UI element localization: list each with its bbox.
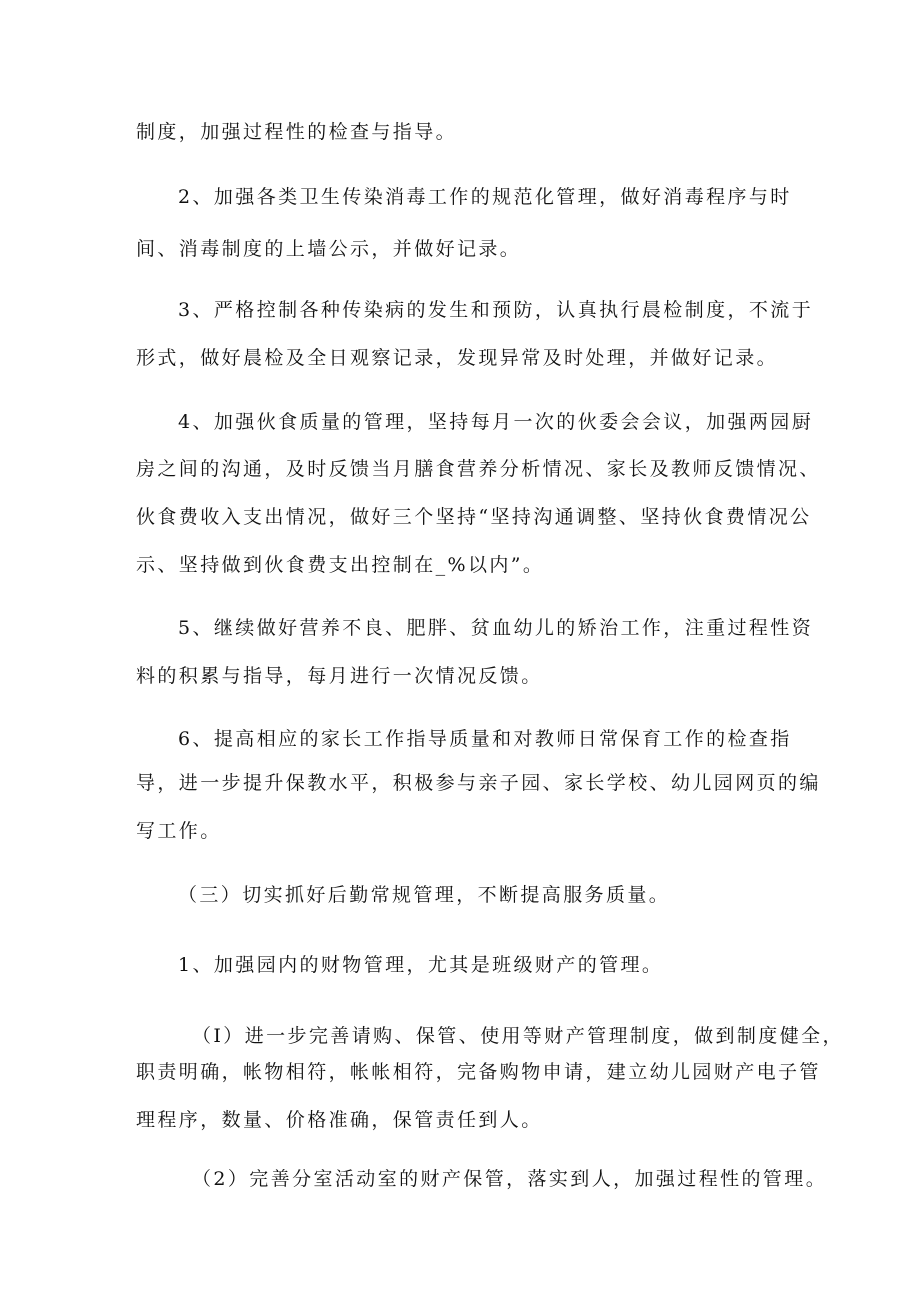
text-line: 写工作。 (136, 820, 222, 842)
list-item-6-line: 6、提高相应的家长工作指导质量和对教师日常保育工作的检查指 (178, 728, 792, 750)
text-line: 间、消毒制度的上墙公示，并做好记录。 (136, 238, 522, 260)
text-line: 伙食费收入支出情况，做好三个坚持“坚持沟通调整、坚持伙食费情况公 (136, 506, 812, 528)
text-line: 房之间的沟通，及时反馈当月膳食营养分析情况、家长及教师反馈情况、 (136, 458, 821, 480)
text-line: 示、坚持做到伙食费支出控制在_%以内”。 (136, 554, 545, 576)
text-line: 导，进一步提升保教水平，积极参与亲子园、家长学校、幼儿园网页的编 (136, 772, 821, 794)
section-heading: （三）切实抓好后勤常规管理，不断提高服务质量。 (178, 884, 671, 906)
list-item-2-line: 2、加强各类卫生传染消毒工作的规范化管理，做好消毒程序与时 (178, 186, 792, 208)
list-item-3-line: 3、严格控制各种传染病的发生和预防，认真执行晨检制度，不流于 (178, 299, 814, 321)
sub-item-2-line: （2）完善分室活动室的财产保管，落实到人，加强过程性的管理。 (192, 1168, 828, 1190)
text-line: 形式，做好晨检及全日观察记录，发现异常及时处理，并做好记录。 (136, 347, 779, 369)
text-line: 料的积累与指导，每月进行一次情况反馈。 (136, 665, 543, 687)
list-item-1-line: 1、加强园内的财物管理，尤其是班级财产的管理。 (178, 954, 664, 976)
text-line: 制度，加强过程性的检查与指导。 (136, 121, 458, 143)
text-line: 理程序，数量、价格准确，保管责任到人。 (136, 1109, 543, 1131)
list-item-5-line: 5、继续做好营养不良、肥胖、贫血幼儿的矫治工作，注重过程性资 (178, 617, 814, 639)
list-item-4-line: 4、加强伙食质量的管理，坚持每月一次的伙委会会议，加强两园厨 (178, 411, 814, 433)
sub-item-1-line: （I）进一步完善请购、保管、使用等财产管理制度，做到制度健全， (192, 1025, 844, 1047)
text-line: 职责明确，帐物相符，帐帐相符，完备购物申请，建立幼儿园财产电子管 (136, 1061, 821, 1083)
